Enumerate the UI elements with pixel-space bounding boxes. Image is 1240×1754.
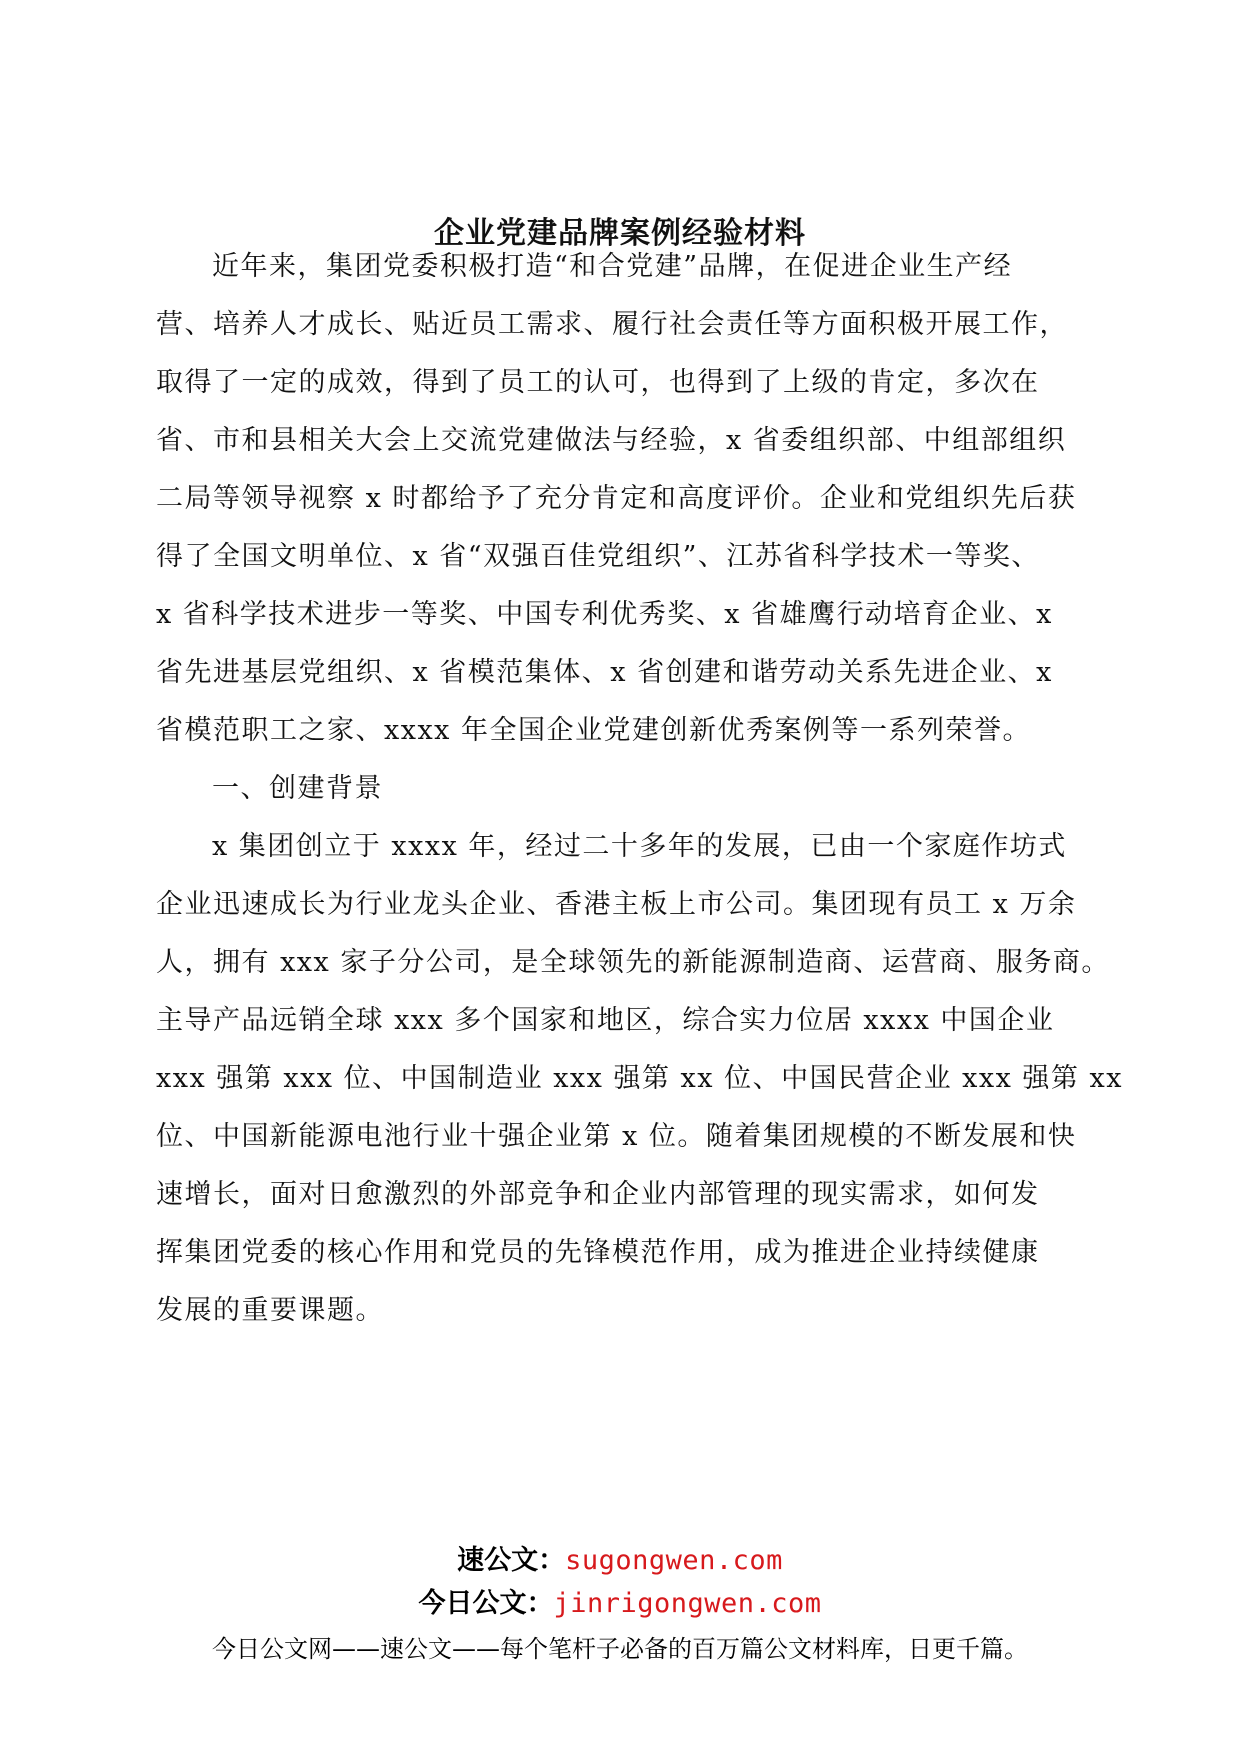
footer-sugongwen (0, 1541, 1240, 1581)
paragraph-1-line-9: 省模范职工之家、xxxx 年全国企业党建创新优秀案例等一系列荣誉。 (156, 715, 1031, 746)
document-title: 企业党建品牌案例经验材料 (434, 216, 806, 251)
footer-jinrigongwen-label: 今日公文： (418, 1588, 554, 1619)
paragraph-2-line-9: 发展的重要课题。 (156, 1295, 384, 1326)
section-heading-background: 一、创建背景 (212, 773, 383, 804)
paragraph-2-line-8: 挥集团党委的核心作用和党员的先锋模范作用，成为推进企业持续健康 (156, 1237, 1040, 1268)
footer-tagline: 今日公文网——速公文——每个笔杆子必备的百万篇公文材料库，日更千篇。 (212, 1635, 1028, 1663)
paragraph-2-line-7: 速增长，面对日愈激烈的外部竞争和企业内部管理的现实需求，如何发 (156, 1179, 1040, 1210)
paragraph-2-line-2: 企业迅速成长为行业龙头企业、香港主板上市公司。集团现有员工 x 万余 (156, 889, 1077, 920)
paragraph-2-line-1: x 集团创立于 xxxx 年，经过二十多年的发展，已由一个家庭作坊式 (212, 831, 1067, 862)
paragraph-1-line-3: 取得了一定的成效，得到了员工的认可，也得到了上级的肯定，多次在 (156, 367, 1040, 398)
footer-jinrigongwen (0, 1584, 1240, 1624)
paragraph-1-line-8: 省先进基层党组织、x 省模范集体、x 省创建和谐劳动关系先进企业、x (156, 657, 1053, 688)
footer-jinrigongwen-link[interactable]: jinrigongwen.com (553, 1588, 822, 1619)
paragraph-2-line-3: 人，拥有 xxx 家子分公司，是全球领先的新能源制造商、运营商、服务商。 (156, 947, 1110, 978)
paragraph-1-line-7: x 省科学技术进步一等奖、中国专利优秀奖、x 省雄鹰行动培育企业、x (156, 599, 1053, 630)
paragraph-2-line-4: 主导产品远销全球 xxx 多个国家和地区，综合实力位居 xxxx 中国企业 (156, 1005, 1055, 1036)
footer-sugongwen-link[interactable]: sugongwen.com (565, 1545, 783, 1576)
footer-sugongwen-label: 速公文： (457, 1545, 566, 1576)
paragraph-1-line-2: 营、培养人才成长、贴近员工需求、履行社会责任等方面积极开展工作， (156, 309, 1068, 340)
paragraph-1-line-5: 二局等领导视察 x 时都给予了充分肯定和高度评价。企业和党组织先后获 (156, 483, 1077, 514)
paragraph-1-line-1: 近年来，集团党委积极打造“和合党建”品牌，在促进企业生产经 (212, 251, 1013, 282)
paragraph-2-line-5: xxx 强第 xxx 位、中国制造业 xxx 强第 xx 位、中国民营企业 xxx 强第 xx (156, 1063, 1123, 1094)
paragraph-1-line-6: 得了全国文明单位、x 省“双强百佳党组织”、江苏省科学技术一等奖、 (156, 541, 1040, 572)
paragraph-1-line-4: 省、市和县相关大会上交流党建做法与经验，x 省委组织部、中组部组织 (156, 425, 1067, 456)
paragraph-2-line-6: 位、中国新能源电池行业十强企业第 x 位。随着集团规模的不断发展和快 (156, 1121, 1077, 1152)
